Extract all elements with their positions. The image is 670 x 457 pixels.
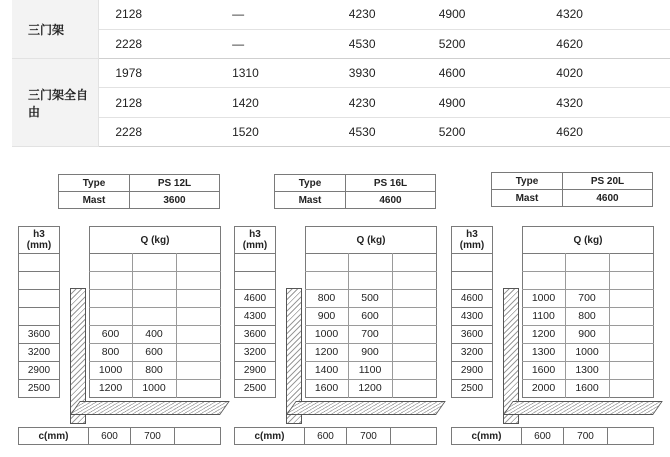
h3-value: 2900: [234, 361, 276, 380]
row-group-label: 三门架全自由: [12, 59, 99, 147]
table-cell: 4320: [540, 88, 670, 117]
c-value: 600: [88, 427, 131, 445]
h3-value: [18, 271, 60, 290]
q-value-700: 700: [578, 292, 596, 304]
table-cell: 4020: [540, 59, 670, 88]
table-row: [12, 117, 670, 146]
fork-shape: [286, 401, 446, 415]
mast-label: Mast: [274, 191, 346, 209]
table-cell: 4530: [333, 117, 423, 146]
grid-line: [609, 253, 610, 398]
table-cell: 4230: [333, 0, 423, 29]
q-value-600: [89, 289, 132, 307]
table-cell: 2128: [99, 0, 216, 29]
c-label: c(mm): [18, 427, 89, 445]
table-cell: 5200: [423, 29, 541, 58]
spec-table: [12, 0, 670, 147]
q-value-700: 1000: [575, 346, 599, 358]
q-value-700: 600: [361, 310, 379, 322]
fork-shape: [70, 401, 230, 415]
c-value: 700: [130, 427, 175, 445]
mast-value: 4600: [345, 191, 436, 209]
type-label: Type: [491, 172, 563, 190]
table-cell: 4900: [423, 88, 541, 117]
q-value-600: 2000: [531, 382, 556, 394]
h3-value: 3200: [451, 343, 493, 362]
h3-value: 3200: [234, 343, 276, 362]
fork-shape: [503, 401, 663, 415]
table-cell: 4620: [540, 29, 670, 58]
h3-value: [18, 307, 60, 326]
q-value-700: [132, 307, 176, 325]
q-value-600: [89, 307, 132, 325]
q-value-600: 1200: [531, 328, 556, 340]
mast-label: Mast: [58, 191, 130, 209]
q-value-700: 1100: [358, 364, 382, 376]
q-value-700: 800: [145, 364, 163, 376]
h3-value: 4600: [451, 289, 493, 308]
c-value: 600: [304, 427, 347, 445]
table-cell: —: [216, 0, 333, 29]
q-value-600: 1200: [314, 346, 339, 358]
table-row: [12, 88, 670, 117]
c-empty: [174, 427, 221, 445]
h3-value: 2900: [18, 361, 60, 380]
h3-label: h3 (mm): [234, 226, 276, 254]
q-value-700: [565, 271, 609, 289]
q-value-600: 1000: [98, 364, 123, 376]
q-value-600: 800: [317, 292, 336, 304]
h3-label: h3 (mm): [18, 226, 60, 254]
h3-value: 3200: [18, 343, 60, 362]
table-cell: 2228: [99, 117, 216, 146]
q-value-600: [522, 271, 565, 289]
q-value-700: 900: [578, 328, 596, 340]
c-label: c(mm): [451, 427, 522, 445]
h3-value: [234, 253, 276, 272]
table-cell: 2128: [99, 88, 216, 117]
mast-value: 4600: [562, 189, 653, 207]
table-cell: 1520: [216, 117, 333, 146]
type-value: PS 16L: [345, 174, 436, 192]
table-row: [12, 29, 670, 58]
q-label: Q (kg): [305, 226, 437, 254]
table-cell: 4900: [423, 0, 541, 29]
h3-value: 2500: [18, 379, 60, 398]
q-value-700: 700: [361, 328, 379, 340]
h3-value: [18, 289, 60, 308]
q-value-600: 1200: [98, 382, 123, 394]
q-value-700: 600: [145, 346, 163, 358]
q-value-600: 800: [101, 346, 120, 358]
h3-value: 4300: [451, 307, 493, 326]
q-value-600: 1000: [314, 328, 339, 340]
q-value-700: [132, 253, 176, 271]
table-cell: 4320: [540, 0, 670, 29]
h3-value: 3600: [18, 325, 60, 344]
table-cell: 3930: [333, 59, 423, 88]
h3-value: 2500: [234, 379, 276, 398]
q-value-600: 1300: [531, 346, 556, 358]
q-label: Q (kg): [89, 226, 221, 254]
table-row: [12, 0, 670, 29]
q-value-600: 600: [101, 328, 120, 340]
h3-value: 2900: [451, 361, 493, 380]
q-value-600: [305, 271, 348, 289]
load-chart: [18, 170, 228, 455]
h3-value: [18, 253, 60, 272]
type-label: Type: [274, 174, 346, 192]
table-cell: 4530: [333, 29, 423, 58]
c-value: 600: [521, 427, 564, 445]
q-value-600: [522, 253, 565, 271]
q-value-600: 900: [317, 310, 336, 322]
q-value-600: 1000: [531, 292, 556, 304]
q-value-700: 1600: [575, 382, 599, 394]
h3-label: h3 (mm): [451, 226, 493, 254]
mast-label: Mast: [491, 189, 563, 207]
table-cell: 1420: [216, 88, 333, 117]
q-value-700: [348, 253, 392, 271]
h3-value: [234, 271, 276, 290]
load-chart: [234, 170, 444, 455]
c-empty: [390, 427, 437, 445]
c-empty: [607, 427, 654, 445]
row-group-label: 三门架: [12, 0, 99, 59]
q-value-600: 1600: [531, 364, 556, 376]
q-value-700: 500: [361, 292, 379, 304]
q-value-700: 1200: [358, 382, 382, 394]
q-value-700: 400: [145, 328, 163, 340]
h3-value: 3600: [451, 325, 493, 344]
q-value-700: 1300: [575, 364, 599, 376]
q-value-700: 800: [578, 310, 596, 322]
mast-value: 3600: [129, 191, 220, 209]
q-value-600: 1600: [314, 382, 339, 394]
q-value-600: [89, 271, 132, 289]
q-value-600: 1100: [532, 310, 555, 322]
c-value: 700: [346, 427, 391, 445]
q-value-600: 1400: [314, 364, 339, 376]
q-value-700: [565, 253, 609, 271]
h3-value: 4300: [234, 307, 276, 326]
h3-value: [451, 271, 493, 290]
h3-value: 3600: [234, 325, 276, 344]
table-cell: 1310: [216, 59, 333, 88]
table-cell: 4620: [540, 117, 670, 146]
h3-value: 2500: [451, 379, 493, 398]
q-value-700: 1000: [142, 382, 166, 394]
type-value: PS 20L: [562, 172, 653, 190]
table-cell: 4230: [333, 88, 423, 117]
q-value-700: [132, 289, 176, 307]
q-value-600: [305, 253, 348, 271]
table-cell: 5200: [423, 117, 541, 146]
h3-value: [451, 253, 493, 272]
q-value-700: 900: [361, 346, 379, 358]
c-value: 700: [563, 427, 608, 445]
table-row: [12, 59, 670, 88]
q-value-600: [89, 253, 132, 271]
c-label: c(mm): [234, 427, 305, 445]
type-value: PS 12L: [129, 174, 220, 192]
q-value-700: [132, 271, 176, 289]
q-value-700: [348, 271, 392, 289]
table-cell: 4600: [423, 59, 541, 88]
h3-value: 4600: [234, 289, 276, 308]
q-label: Q (kg): [522, 226, 654, 254]
table-cell: 2228: [99, 29, 216, 58]
table-cell: —: [216, 29, 333, 58]
type-label: Type: [58, 174, 130, 192]
table-cell: 1978: [99, 59, 216, 88]
grid-line: [176, 253, 177, 398]
load-chart: [451, 170, 661, 455]
grid-line: [392, 253, 393, 398]
